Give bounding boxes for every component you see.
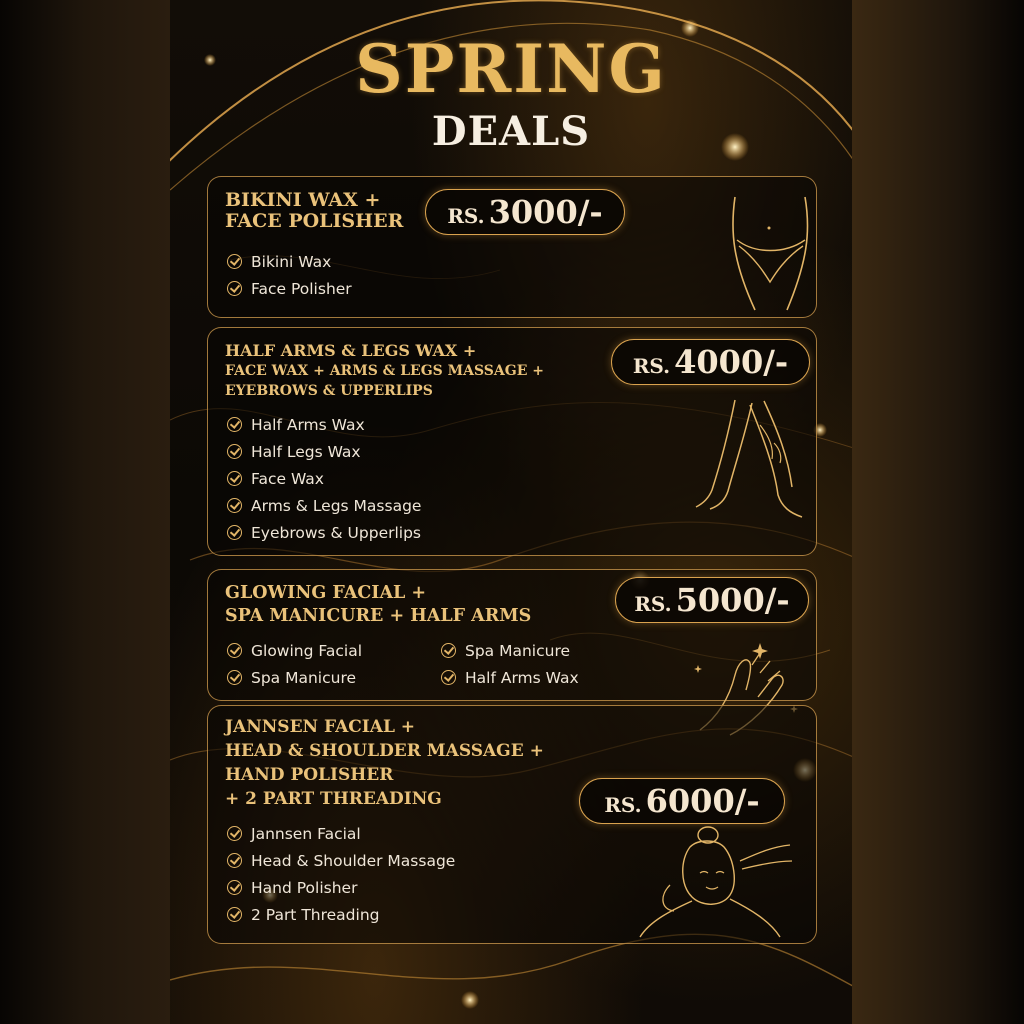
deal-2-title: [225, 340, 544, 402]
check-circle-icon: [227, 907, 242, 922]
item-label: Half Arms Wax: [465, 668, 579, 687]
list-item: [227, 820, 455, 847]
check-circle-icon: [441, 670, 456, 685]
item-label: Spa Manicure: [465, 641, 571, 660]
list-item: [227, 275, 352, 302]
item-label: Half Arms Wax: [251, 415, 365, 434]
list-item: [227, 637, 362, 664]
list-item: [227, 411, 421, 438]
price-currency: RS.: [634, 592, 672, 616]
price-amount: 6000/-: [645, 782, 760, 820]
deal-2-title-line: EYEBROWS & UPPERLIPS: [225, 382, 433, 399]
item-label: Glowing Facial: [251, 641, 362, 660]
deal-3-price: [615, 577, 809, 623]
deal-1-items: [227, 248, 352, 302]
left-backdrop: [0, 0, 170, 1024]
price-currency: RS.: [632, 354, 671, 378]
deal-4-title-line: HEAD & SHOULDER MASSAGE +: [225, 741, 544, 762]
item-label: Half Legs Wax: [251, 442, 361, 461]
deal-3-title-line: GLOWING FACIAL +: [225, 583, 427, 603]
deal-4-title-line: + 2 PART THREADING: [225, 789, 442, 810]
item-label: Face Wax: [251, 469, 324, 488]
list-item: [227, 874, 455, 901]
list-item: [227, 664, 362, 691]
deal-2-title-line: FACE WAX + ARMS & LEGS MASSAGE +: [225, 363, 545, 380]
deal-2-title-line: HALF ARMS & LEGS WAX +: [225, 341, 477, 360]
check-circle-icon: [227, 444, 242, 459]
deal-1-title: [225, 190, 403, 231]
right-backdrop: [852, 0, 1024, 1024]
poster: [170, 0, 852, 1024]
price-amount: 5000/-: [675, 581, 790, 619]
item-label: Arms & Legs Massage: [251, 496, 422, 515]
deal-1-price: [425, 189, 625, 235]
legs-icon: [690, 395, 810, 525]
check-circle-icon: [227, 471, 242, 486]
list-item: [441, 637, 579, 664]
bikini-body-icon: [725, 192, 815, 312]
deal-3-items-left: [227, 637, 362, 691]
list-item: [227, 465, 421, 492]
face-massage-icon: [630, 825, 800, 940]
check-circle-icon: [227, 826, 242, 841]
check-circle-icon: [441, 643, 456, 658]
list-item: [227, 492, 421, 519]
item-label: 2 Part Threading: [251, 905, 380, 924]
item-label: Face Polisher: [251, 279, 352, 298]
check-circle-icon: [227, 643, 242, 658]
title-spring: SPRING: [355, 30, 667, 108]
deal-1-title-line: BIKINI WAX +: [225, 189, 381, 211]
deal-4-title-line: HAND POLISHER: [225, 765, 394, 786]
price-currency: RS.: [447, 204, 485, 228]
check-circle-icon: [227, 417, 242, 432]
list-item: [227, 519, 421, 546]
deal-2-items: [227, 411, 421, 546]
price-amount: 4000/-: [674, 343, 789, 381]
list-item: [227, 847, 455, 874]
price-currency: RS.: [604, 793, 642, 817]
item-label: Bikini Wax: [251, 252, 332, 271]
list-item: [227, 901, 455, 928]
check-circle-icon: [227, 670, 242, 685]
check-circle-icon: [227, 281, 242, 296]
deal-3-items-right: [441, 637, 579, 691]
deal-1-title-line: FACE POLISHER: [225, 209, 404, 232]
list-item: [227, 438, 421, 465]
list-item: [441, 664, 579, 691]
deal-4-items: [227, 820, 455, 928]
deal-4-title: [225, 715, 544, 812]
item-label: Hand Polisher: [251, 878, 358, 897]
item-label: Spa Manicure: [251, 668, 357, 687]
check-circle-icon: [227, 853, 242, 868]
deal-3-title: [225, 582, 531, 628]
deal-4-price: [579, 778, 785, 824]
title-deals: DEALS: [431, 108, 591, 155]
item-label: Jannsen Facial: [251, 824, 361, 843]
item-label: Head & Shoulder Massage: [251, 851, 456, 870]
check-circle-icon: [227, 498, 242, 513]
deal-4-title-line: JANNSEN FACIAL +: [225, 717, 416, 737]
list-item: [227, 248, 352, 275]
check-circle-icon: [227, 525, 242, 540]
deal-3-title-line: SPA MANICURE + HALF ARMS: [225, 605, 532, 626]
price-amount: 3000/-: [488, 193, 603, 231]
check-circle-icon: [227, 254, 242, 269]
deal-2-price: [611, 339, 810, 385]
item-label: Eyebrows & Upperlips: [251, 523, 422, 542]
check-circle-icon: [227, 880, 242, 895]
